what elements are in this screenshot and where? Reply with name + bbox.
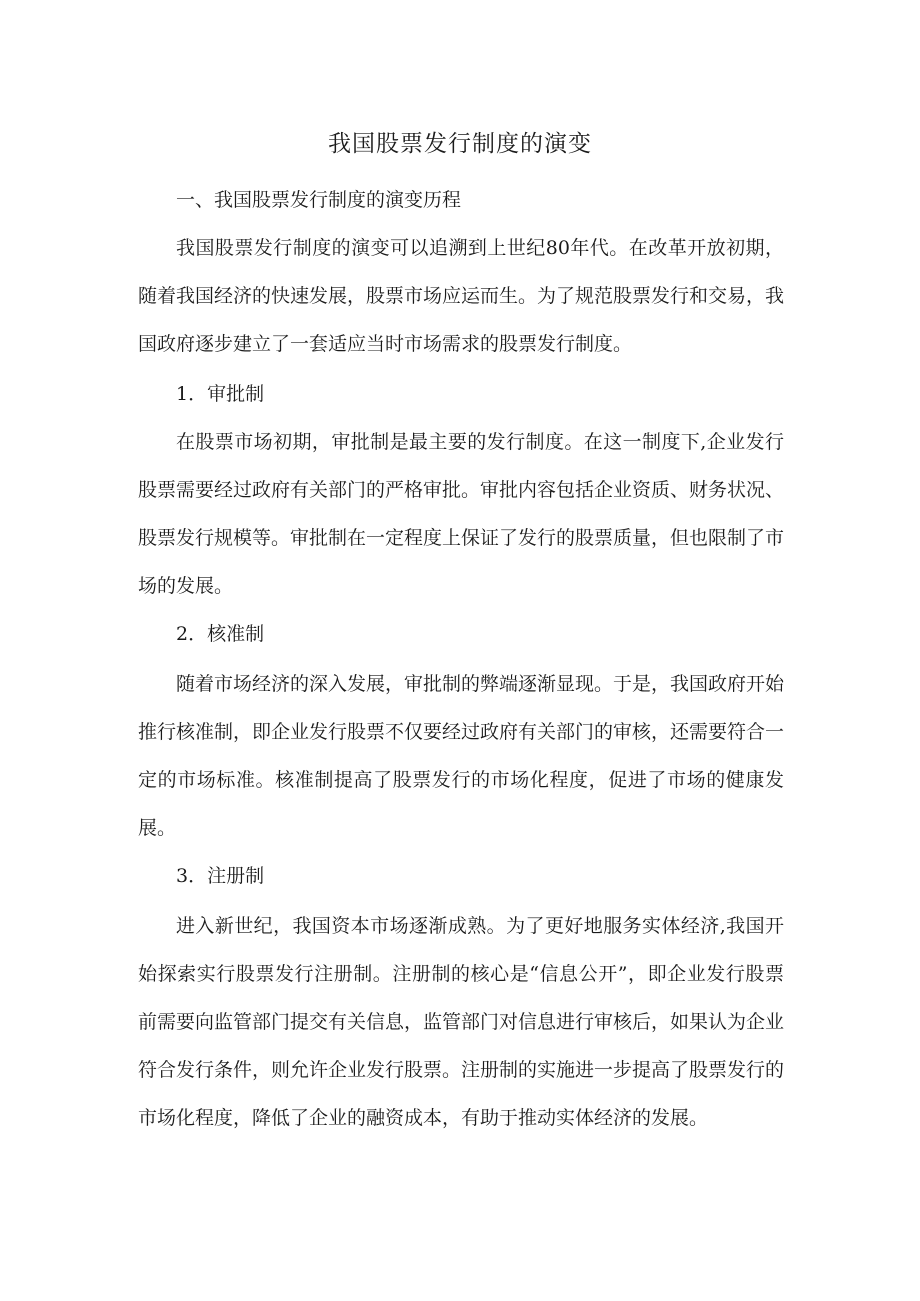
subsection-heading-registration: 3．注册制 xyxy=(176,865,265,887)
subsection-heading-verification: 2．核准制 xyxy=(176,623,265,645)
verification-paragraph: 随着市场经济的深入发展，审批制的弊端逐渐显现。于是，我国政府开始推行核准制，即企业发行股票不仅要经过政府有关部门的审核，还需要符合一定的市场标准。核准制提高了股票发行的市场化程度，促进了市场的健康发展。 xyxy=(138,673,785,839)
intro-paragraph: 我国股票发行制度的演变可以追溯到上世纪80年代。在改革开放初期，随着我国经济的快速发展，股票市场应运而生。为了规范股票发行和交易，我国政府逐步建立了一套适应当时市场需求的股票发行制度。 xyxy=(138,237,785,355)
registration-paragraph: 进入新世纪，我国资本市场逐渐成熟。为了更好地服务实体经济,我国开始探索实行股票发行注册制。注册制的核心是“信息公开”，即企业发行股票前需要向监管部门提交有关信息，监管部门对信息进行审核后，如果认为企业符合发行条件，则允许企业发行股票。注册制的实施进一步提高了股票发行的市场化程度，降低了企业的融资成本，有助于推动实体经济的发展。 xyxy=(138,915,785,1129)
approval-paragraph: 在股票市场初期，审批制是最主要的发行制度。在这一制度下,企业发行股票需要经过政府有关部门的严格审批。审批内容包括企业资质、财务状况、股票发行规模等。审批制在一定程度上保证了发行的股票质量，但也限制了市场的发展。 xyxy=(138,431,785,597)
section-heading-1: 一、我国股票发行制度的演变历程 xyxy=(176,189,462,211)
subsection-heading-approval: 1．审批制 xyxy=(176,383,265,405)
document-title: 我国股票发行制度的演变 xyxy=(328,131,592,157)
